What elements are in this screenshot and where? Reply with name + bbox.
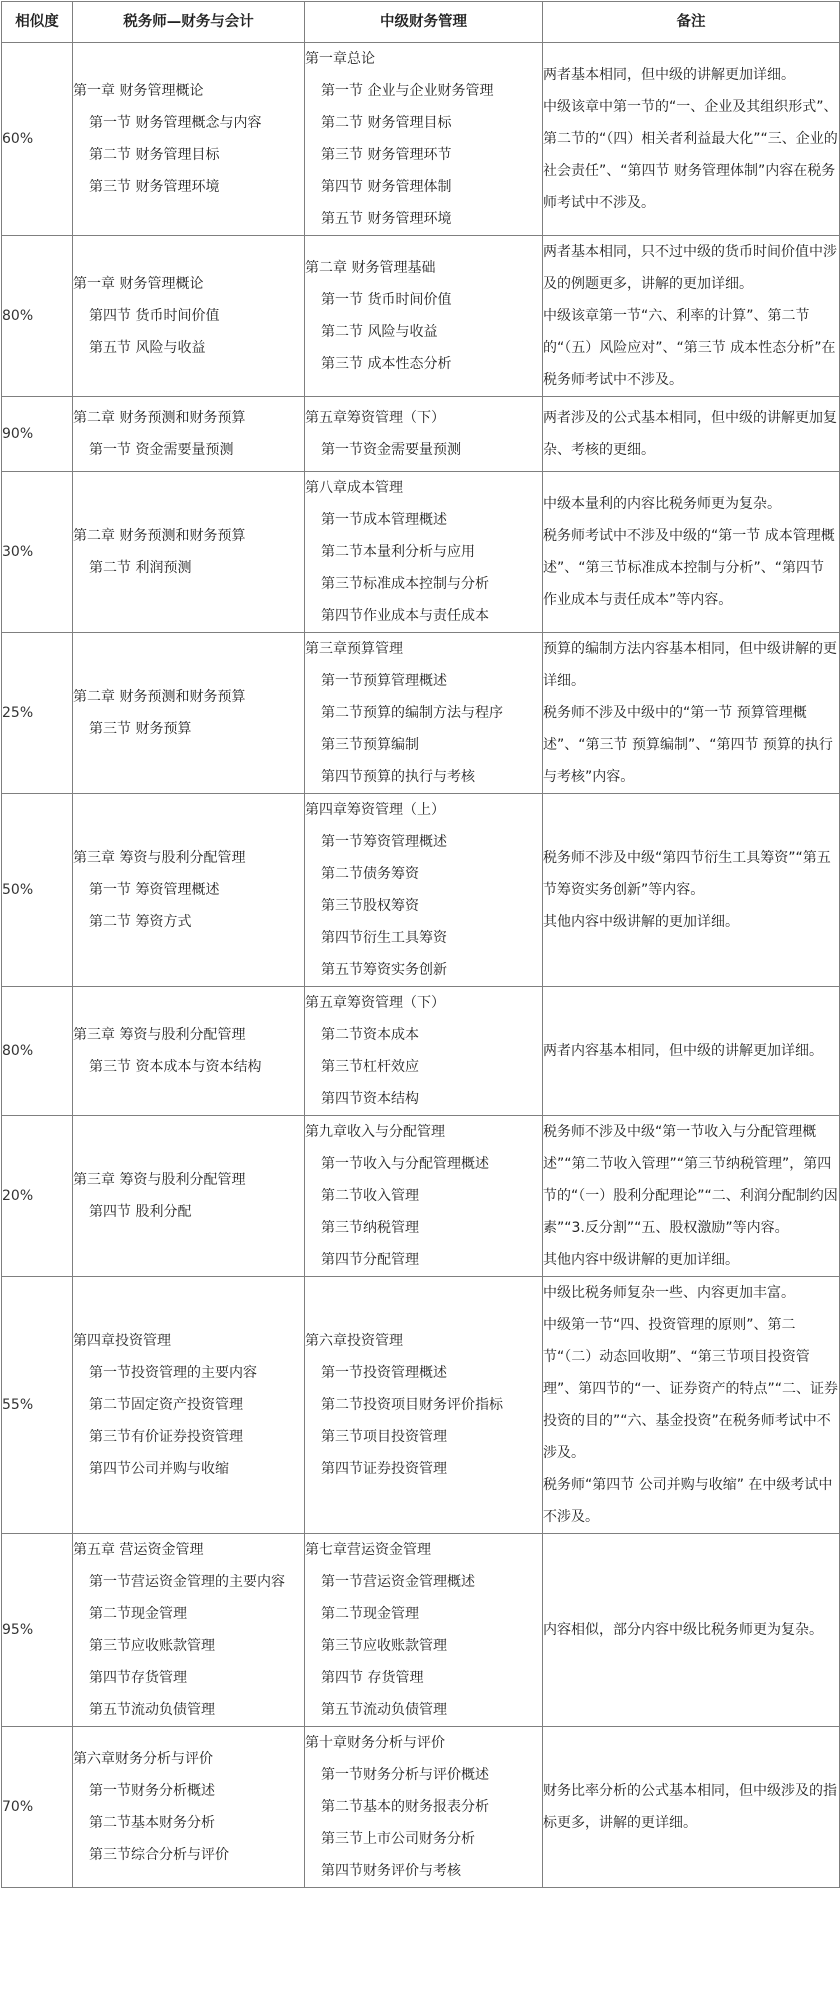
note-paragraph: 税务师“第四节 公司并购与收缩” 在中级考试中不涉及。 <box>543 1477 833 1525</box>
section-title: 第五节 风险与收益 <box>89 340 206 356</box>
note-paragraph: 财务比率分析的公式基本相同，但中级涉及的指标更多，讲解的更详细。 <box>543 1783 837 1831</box>
section-title: 第三节项目投资管理 <box>321 1429 447 1445</box>
similarity-cell: 70% <box>2 1727 73 1888</box>
note-paragraph: 税务师不涉及中级“第一节收入与分配管理概述”“第二节收入管理”“第三节纳税管理”，第四节的“（一）股利分配理论”“二、利润分配制约因素”“3.反分割”“五、股权激励”等内容。 <box>543 1124 838 1236</box>
chapter-title: 第三章 筹资与股利分配管理 <box>73 850 246 866</box>
section-title: 第三节 成本性态分析 <box>321 356 452 372</box>
note-cell <box>543 794 840 987</box>
note-paragraph: 中级第一节“四、投资管理的原则”、第二节“（二）动态回收期”、“第三节项目投资管理”、第四节的“一、证券资产的特点”“二、证券投资的目的”“六、基金投资”在税务师考试中不涉及。 <box>543 1317 839 1461</box>
note-paragraph: 两者基本相同，只不过中级的货币时间价值中涉及的例题更多，讲解的更加详细。 <box>543 244 837 292</box>
mid-course-cell <box>305 1534 543 1727</box>
section-title: 第二节固定资产投资管理 <box>89 1397 243 1413</box>
section-title: 第四节 存货管理 <box>321 1670 424 1686</box>
chapter-title: 第九章收入与分配管理 <box>305 1124 445 1140</box>
table-row <box>2 43 840 236</box>
section-title: 第二节 财务管理目标 <box>89 147 220 163</box>
chapter-title: 第二章 财务预测和财务预算 <box>73 410 246 426</box>
mid-course-cell <box>305 1116 543 1277</box>
section-title: 第三节 财务管理环节 <box>321 147 452 163</box>
tax-course-cell <box>73 43 305 236</box>
similarity-cell: 20% <box>2 1116 73 1277</box>
section-title: 第三节预算编制 <box>321 737 419 753</box>
chapter-title: 第一章 财务管理概论 <box>73 276 204 292</box>
similarity-cell: 80% <box>2 236 73 397</box>
section-title: 第二节基本的财务报表分析 <box>321 1799 489 1815</box>
tax-course-cell <box>73 794 305 987</box>
tax-course-cell <box>73 236 305 397</box>
similarity-cell: 55% <box>2 1277 73 1534</box>
tax-course-cell <box>73 633 305 794</box>
table-row <box>2 794 840 987</box>
section-title: 第三节股权筹资 <box>321 898 419 914</box>
section-title: 第四节预算的执行与考核 <box>321 769 475 785</box>
chapter-title: 第七章营运资金管理 <box>305 1542 431 1558</box>
section-title: 第四节 财务管理体制 <box>321 179 452 195</box>
mid-course-cell <box>305 1277 543 1534</box>
similarity-cell: 80% <box>2 987 73 1116</box>
table-row <box>2 1116 840 1277</box>
header-similarity: 相似度 <box>2 2 73 43</box>
section-title: 第三节 资本成本与资本结构 <box>89 1059 262 1075</box>
section-title: 第四节分配管理 <box>321 1252 419 1268</box>
section-title: 第四节 货币时间价值 <box>89 308 220 324</box>
mid-course-cell <box>305 987 543 1116</box>
note-cell <box>543 397 840 472</box>
note-paragraph: 内容相似，部分内容中级比税务师更为复杂。 <box>543 1622 823 1638</box>
note-paragraph: 两者基本相同，但中级的讲解更加详细。 <box>543 67 795 83</box>
note-cell <box>543 236 840 397</box>
section-title: 第五节筹资实务创新 <box>321 962 447 978</box>
note-paragraph: 其他内容中级讲解的更加详细。 <box>543 1252 739 1268</box>
mid-course-cell <box>305 236 543 397</box>
section-title: 第三节 财务预算 <box>89 721 192 737</box>
section-title: 第一节 企业与企业财务管理 <box>321 83 494 99</box>
section-title: 第二节现金管理 <box>321 1606 419 1622</box>
mid-course-cell <box>305 794 543 987</box>
section-title: 第四节资本结构 <box>321 1091 419 1107</box>
section-title: 第二节 利润预测 <box>89 560 192 576</box>
table-row <box>2 633 840 794</box>
similarity-cell: 60% <box>2 43 73 236</box>
section-title: 第二节投资项目财务评价指标 <box>321 1397 503 1413</box>
table-row <box>2 987 840 1116</box>
tax-course-cell <box>73 1534 305 1727</box>
section-title: 第二节 筹资方式 <box>89 914 192 930</box>
chapter-title: 第四章筹资管理（上） <box>305 802 445 818</box>
chapter-title: 第三章 筹资与股利分配管理 <box>73 1172 246 1188</box>
chapter-title: 第八章成本管理 <box>305 480 403 496</box>
section-title: 第二节债务筹资 <box>321 866 419 882</box>
section-title: 第四节作业成本与责任成本 <box>321 608 489 624</box>
section-title: 第三节上市公司财务分析 <box>321 1831 475 1847</box>
section-title: 第三节标准成本控制与分析 <box>321 576 489 592</box>
note-paragraph: 中级本量利的内容比税务师更为复杂。 <box>543 496 781 512</box>
section-title: 第五节流动负债管理 <box>321 1702 447 1718</box>
chapter-title: 第三章 筹资与股利分配管理 <box>73 1027 246 1043</box>
note-paragraph: 中级比税务师复杂一些、内容更加丰富。 <box>543 1285 795 1301</box>
note-cell <box>543 987 840 1116</box>
chapter-title: 第六章投资管理 <box>305 1333 403 1349</box>
similarity-cell: 25% <box>2 633 73 794</box>
chapter-title: 第二章 财务预测和财务预算 <box>73 689 246 705</box>
section-title: 第三节应收账款管理 <box>89 1638 215 1654</box>
similarity-cell: 30% <box>2 472 73 633</box>
note-paragraph: 税务师不涉及中级“第四节衍生工具筹资”“第五节筹资实务创新”等内容。 <box>543 850 831 898</box>
note-cell <box>543 1534 840 1727</box>
section-title: 第三节应收账款管理 <box>321 1638 447 1654</box>
section-title: 第一节 资金需要量预测 <box>89 442 234 458</box>
table-body <box>2 43 840 1888</box>
chapter-title: 第四章投资管理 <box>73 1333 171 1349</box>
note-paragraph: 其他内容中级讲解的更加详细。 <box>543 914 739 930</box>
section-title: 第二节预算的编制方法与程序 <box>321 705 503 721</box>
comparison-table <box>1 1 840 1888</box>
section-title: 第四节存货管理 <box>89 1670 187 1686</box>
table-row <box>2 472 840 633</box>
chapter-title: 第五章筹资管理（下） <box>305 410 445 426</box>
tax-course-cell <box>73 397 305 472</box>
tax-course-cell <box>73 987 305 1116</box>
section-title: 第四节公司并购与收缩 <box>89 1461 229 1477</box>
note-cell <box>543 43 840 236</box>
similarity-cell: 90% <box>2 397 73 472</box>
chapter-title: 第三章预算管理 <box>305 641 403 657</box>
section-title: 第二节现金管理 <box>89 1606 187 1622</box>
section-title: 第一节收入与分配管理概述 <box>321 1156 489 1172</box>
section-title: 第一节 筹资管理概述 <box>89 882 220 898</box>
section-title: 第四节 股利分配 <box>89 1204 192 1220</box>
section-title: 第四节衍生工具筹资 <box>321 930 447 946</box>
section-title: 第三节有价证券投资管理 <box>89 1429 243 1445</box>
header-mid-course: 中级财务管理 <box>305 2 543 43</box>
section-title: 第三节综合分析与评价 <box>89 1847 229 1863</box>
section-title: 第一节财务分析概述 <box>89 1783 215 1799</box>
section-title: 第二节资本成本 <box>321 1027 419 1043</box>
mid-course-cell <box>305 633 543 794</box>
note-paragraph: 中级该章中第一节的“一、企业及其组织形式”、第二节的“（四）相关者利益最大化”“三、企业的社会责任”、“第四节 财务管理体制”内容在税务师考试中不涉及。 <box>543 99 838 211</box>
chapter-title: 第一章 财务管理概论 <box>73 83 204 99</box>
section-title: 第三节杠杆效应 <box>321 1059 419 1075</box>
header-row <box>2 2 840 43</box>
chapter-title: 第二章 财务预测和财务预算 <box>73 528 246 544</box>
note-paragraph: 两者涉及的公式基本相同，但中级的讲解更加复杂、考核的更细。 <box>543 410 837 458</box>
section-title: 第一节投资管理概述 <box>321 1365 447 1381</box>
section-title: 第一节预算管理概述 <box>321 673 447 689</box>
note-paragraph: 税务师考试中不涉及中级的“第一节 成本管理概述”、“第三节标准成本控制与分析”、“第四节 作业成本与责任成本”等内容。 <box>543 528 835 608</box>
note-paragraph: 两者内容基本相同，但中级的讲解更加详细。 <box>543 1043 823 1059</box>
section-title: 第五节流动负债管理 <box>89 1702 215 1718</box>
section-title: 第一节资金需要量预测 <box>321 442 461 458</box>
section-title: 第一节投资管理的主要内容 <box>89 1365 257 1381</box>
tax-course-cell <box>73 472 305 633</box>
mid-course-cell <box>305 43 543 236</box>
note-cell <box>543 472 840 633</box>
tax-course-cell <box>73 1277 305 1534</box>
section-title: 第一节 货币时间价值 <box>321 292 452 308</box>
section-title: 第二节 财务管理目标 <box>321 115 452 131</box>
section-title: 第二节收入管理 <box>321 1188 419 1204</box>
chapter-title: 第五章 营运资金管理 <box>73 1542 204 1558</box>
chapter-title: 第二章 财务管理基础 <box>305 260 436 276</box>
tax-course-cell <box>73 1116 305 1277</box>
note-cell <box>543 1277 840 1534</box>
chapter-title: 第五章筹资管理（下） <box>305 995 445 1011</box>
header-tax-course: 税务师—财务与会计 <box>73 2 305 43</box>
section-title: 第一节成本管理概述 <box>321 512 447 528</box>
section-title: 第三节 财务管理环境 <box>89 179 220 195</box>
section-title: 第四节财务评价与考核 <box>321 1863 461 1879</box>
table-row <box>2 236 840 397</box>
mid-course-cell <box>305 397 543 472</box>
note-cell <box>543 1116 840 1277</box>
note-cell <box>543 633 840 794</box>
section-title: 第一节筹资管理概述 <box>321 834 447 850</box>
similarity-cell: 50% <box>2 794 73 987</box>
chapter-title: 第六章财务分析与评价 <box>73 1751 213 1767</box>
mid-course-cell <box>305 472 543 633</box>
section-title: 第一节 财务管理概念与内容 <box>89 115 262 131</box>
chapter-title: 第一章总论 <box>305 51 375 67</box>
section-title: 第一节营运资金管理概述 <box>321 1574 475 1590</box>
table-row <box>2 1534 840 1727</box>
tax-course-cell <box>73 1727 305 1888</box>
similarity-cell: 95% <box>2 1534 73 1727</box>
table-row <box>2 1727 840 1888</box>
table-row <box>2 1277 840 1534</box>
section-title: 第二节本量利分析与应用 <box>321 544 475 560</box>
note-paragraph: 预算的编制方法内容基本相同，但中级讲解的更详细。 <box>543 641 837 689</box>
section-title: 第二节 风险与收益 <box>321 324 438 340</box>
table-row <box>2 397 840 472</box>
section-title: 第二节基本财务分析 <box>89 1815 215 1831</box>
note-paragraph: 税务师不涉及中级中的“第一节 预算管理概述”、“第三节 预算编制”、“第四节 预算的执行与考核”内容。 <box>543 705 833 785</box>
section-title: 第三节纳税管理 <box>321 1220 419 1236</box>
chapter-title: 第十章财务分析与评价 <box>305 1735 445 1751</box>
section-title: 第四节证券投资管理 <box>321 1461 447 1477</box>
mid-course-cell <box>305 1727 543 1888</box>
note-paragraph: 中级该章第一节“六、利率的计算”、第二节的“（五）风险应对”、“第三节 成本性态分析”在税务师考试中不涉及。 <box>543 308 836 388</box>
section-title: 第五节 财务管理环境 <box>321 211 452 227</box>
note-cell <box>543 1727 840 1888</box>
header-note: 备注 <box>543 2 840 43</box>
section-title: 第一节营运资金管理的主要内容 <box>89 1574 285 1590</box>
section-title: 第一节财务分析与评价概述 <box>321 1767 489 1783</box>
